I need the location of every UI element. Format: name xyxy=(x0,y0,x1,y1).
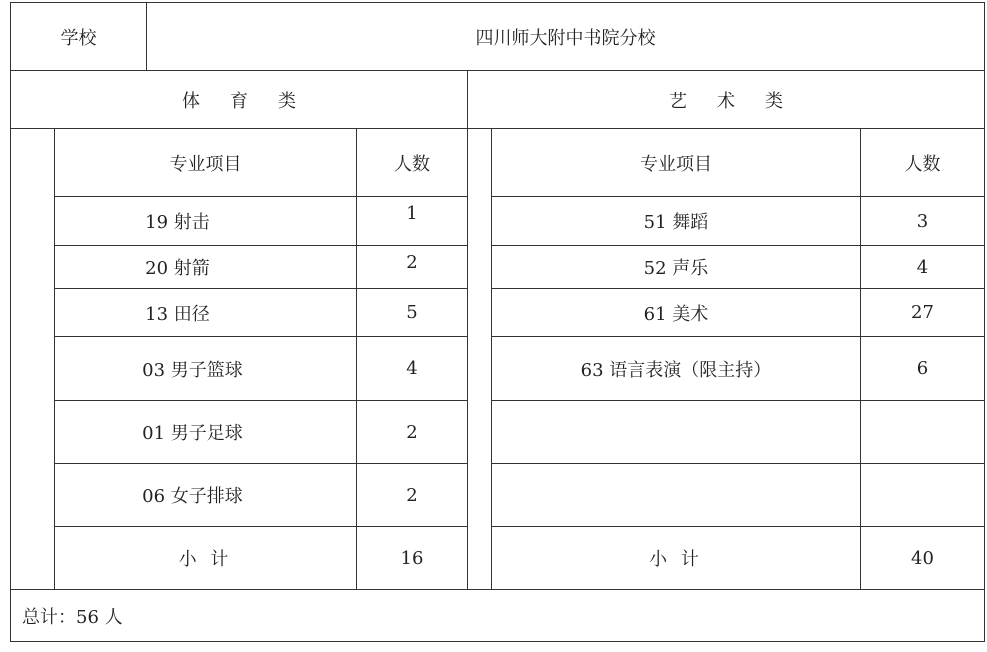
sports-row-count: 2 xyxy=(406,252,418,273)
grid-line xyxy=(984,2,985,642)
arts-row-item xyxy=(492,464,860,526)
sports-row-count: 5 xyxy=(406,302,418,323)
arts-col-item-header: 专业项目 xyxy=(640,153,712,175)
sports-row-count: 1 xyxy=(406,203,418,224)
arts-row-item: 63 语言表演（限主持） xyxy=(580,359,772,381)
sports-row-item: 20 射箭 xyxy=(145,258,210,279)
sports-row-item: 06 女子排球 xyxy=(142,486,243,507)
school-label: 学校 xyxy=(60,27,97,49)
sports-row-item: 01 男子足球 xyxy=(142,423,243,444)
arts-row-count: 6 xyxy=(916,358,929,379)
sports-col-item-header: 专业项目 xyxy=(169,153,242,175)
arts-row-item: 61 美术 xyxy=(643,303,709,325)
sports-row-item: 19 射击 xyxy=(145,212,210,233)
sports-row-count: 2 xyxy=(406,484,418,506)
sports-row-item: 13 田径 xyxy=(145,303,210,325)
sports-col-count-header: 人数 xyxy=(394,153,430,175)
arts-row-count xyxy=(861,464,984,526)
grand-total: 总计：56 人 xyxy=(22,606,123,628)
arts-row-item: 52 声乐 xyxy=(643,258,709,279)
grid-line xyxy=(10,641,984,642)
sports-category-title: 体育类 xyxy=(182,90,326,112)
sports-subtotal-label: 小 计 xyxy=(178,549,233,570)
arts-col-count-header: 人数 xyxy=(904,153,941,175)
arts-subtotal-value: 40 xyxy=(911,547,934,569)
sports-row-count: 2 xyxy=(406,421,418,443)
school-name: 四川师大附中书院分校 xyxy=(475,27,656,49)
grid-line xyxy=(467,70,468,589)
arts-row-item xyxy=(492,401,860,463)
arts-row-count: 4 xyxy=(916,256,929,278)
arts-subtotal-label: 小 计 xyxy=(649,549,703,570)
arts-row-item: 51 舞蹈 xyxy=(643,212,709,233)
sports-row-item: 03 男子篮球 xyxy=(142,359,243,381)
arts-row-count: 27 xyxy=(911,302,934,323)
arts-row-count: 3 xyxy=(916,210,929,232)
arts-row-count xyxy=(861,401,984,463)
sports-row-count: 4 xyxy=(406,358,418,379)
arts-category-title: 艺术类 xyxy=(669,90,813,112)
sports-subtotal-value: 16 xyxy=(400,547,424,569)
